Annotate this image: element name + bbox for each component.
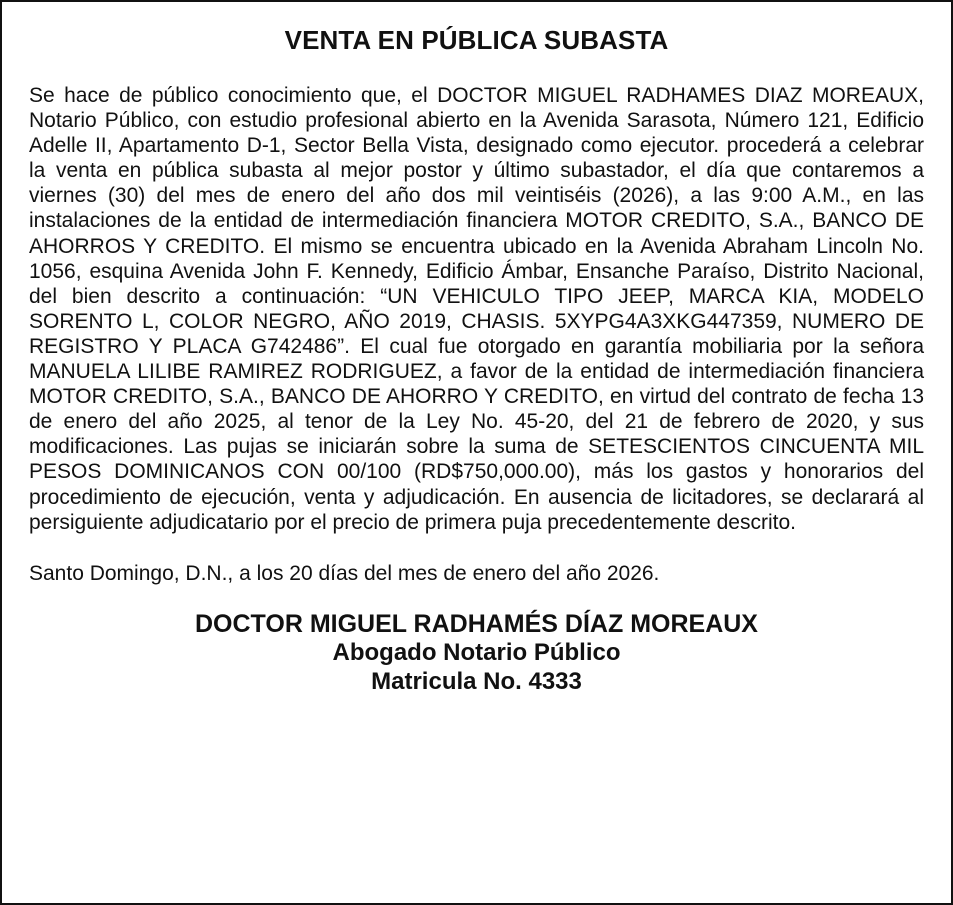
notice-date-line: Santo Domingo, D.N., a los 20 días del mes de enero del año 2026.: [29, 561, 660, 585]
public-auction-notice: [29, 24, 924, 696]
notice-title: VENTA EN PÚBLICA SUBASTA: [284, 25, 669, 55]
signature-block: [29, 610, 924, 696]
signatory-name: DOCTOR MIGUEL RADHAMÉS DÍAZ MOREAUX: [195, 609, 758, 638]
signatory-registration: Matricula No. 4333: [371, 667, 582, 695]
signatory-role: Abogado Notario Público: [332, 638, 621, 666]
notice-body-paragraph: Se hace de público conocimiento que, el DOCTOR MIGUEL RADHAMES DIAZ MOREAUX, Notario Público, con estudio profesional abierto en la Avenida Sarasota, Número 121, Edificio Adelle II, Apartamento D-1, Sector Bella Vista, designado como ejecutor. procederá a celebrar la venta en pública subasta al mejor postor y último subastador, el día que contaremos a viernes (30) del mes de enero del año dos mil veintiséis (2026), a las 9:00 A.M., en las instalaciones de la entidad de intermediación financiera MOTOR CREDITO, S.A., BANCO DE AHORROS Y CREDITO. El mismo se encuentra ubicado en la Avenida Abraham Lincoln No. 1056, esquina Avenida John F. Kennedy, Edificio Ámbar, Ensanche Paraíso, Distrito Nacional, del bien descrito a continuación: “UN VEHICULO TIPO JEEP, MARCA KIA, MODELO SORENTO L, COLOR NEGRO, AÑO 2019, CHASIS. 5XYPG4A3XKG447359, NUMERO DE REGISTRO Y PLACA G742486”. El cual fue otorgado en garantía mobiliaria por la señora MANUELA LILIBE RAMIREZ RODRIGUEZ, a favor de la entidad de intermediación financiera MOTOR CREDITO, S.A., BANCO DE AHORRO Y CREDITO, en virtud del contrato de fecha 13 de enero del año 2025, al tenor de la Ley No. 45-20, del 21 de febrero de 2020, y sus modificaciones. Las pujas se iniciarán sobre la suma de SETESCIENTOS CINCUENTA MIL PESOS DOMINICANOS CON 00/100 (RD$750,000.00), más los gastos y honorarios del procedimiento de ejecución, venta y adjudicación. En ausencia de licitadores, se declarará al persiguiente adjudicatario por el precio de primera puja precedentemente descrito.: [29, 84, 924, 534]
